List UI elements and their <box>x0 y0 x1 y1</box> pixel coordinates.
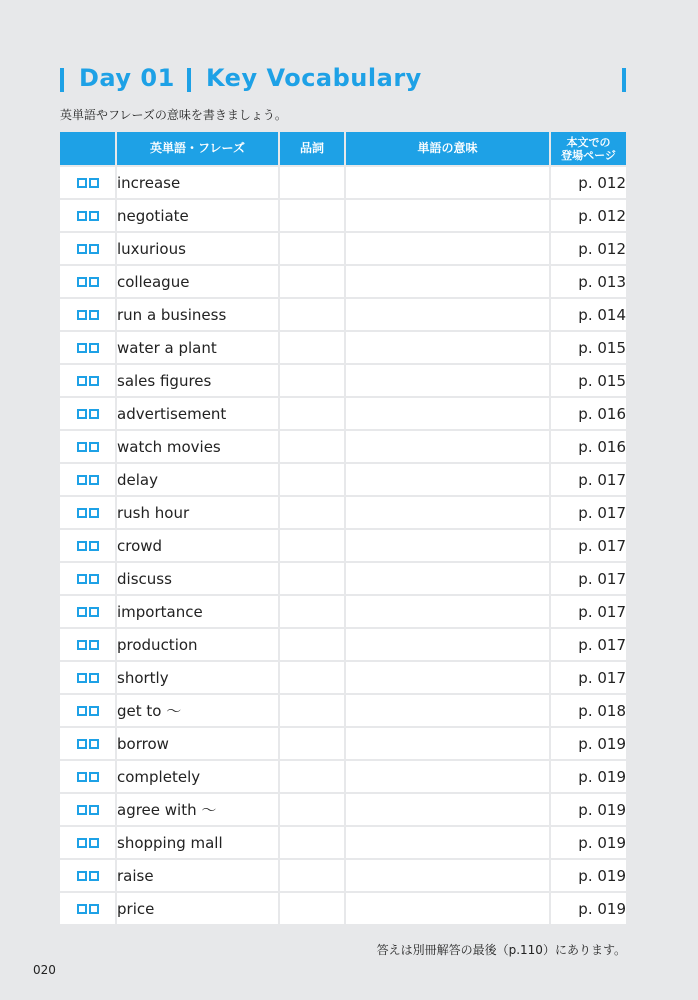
meaning-cell[interactable] <box>345 562 550 595</box>
page-cell: p. 019 <box>550 859 626 892</box>
checkbox[interactable] <box>77 805 87 815</box>
word-cell: run a business <box>116 298 279 331</box>
checkbox[interactable] <box>89 211 99 221</box>
table-row <box>60 793 626 826</box>
heading-bar-left <box>60 68 64 92</box>
checkbox[interactable] <box>77 772 87 782</box>
checkbox[interactable] <box>77 442 87 452</box>
checkbox[interactable] <box>89 376 99 386</box>
word-cell: shortly <box>116 661 279 694</box>
page-cell: p. 016 <box>550 397 626 430</box>
table-header-row <box>60 132 626 166</box>
checkbox[interactable] <box>89 244 99 254</box>
table-row <box>60 463 626 496</box>
pos-cell[interactable] <box>279 529 345 562</box>
pos-cell[interactable] <box>279 331 345 364</box>
table-row <box>60 397 626 430</box>
header-check <box>60 132 116 166</box>
checkbox[interactable] <box>89 871 99 881</box>
checkbox[interactable] <box>77 211 87 221</box>
checkbox[interactable] <box>77 739 87 749</box>
word-cell: agree with 〜 <box>116 793 279 826</box>
checkbox[interactable] <box>77 640 87 650</box>
word-cell: production <box>116 628 279 661</box>
checkbox[interactable] <box>89 739 99 749</box>
pos-cell[interactable] <box>279 199 345 232</box>
page-heading <box>60 66 628 96</box>
header-meaning: 単語の意味 <box>345 132 550 166</box>
checkbox[interactable] <box>77 904 87 914</box>
table-row <box>60 232 626 265</box>
word-cell: watch movies <box>116 430 279 463</box>
pos-cell[interactable] <box>279 265 345 298</box>
page-cell: p. 012 <box>550 199 626 232</box>
checkbox[interactable] <box>77 475 87 485</box>
checkbox[interactable] <box>77 277 87 287</box>
checkbox[interactable] <box>89 178 99 188</box>
word-cell: sales figures <box>116 364 279 397</box>
checkbox[interactable] <box>77 310 87 320</box>
meaning-cell[interactable] <box>345 628 550 661</box>
meaning-cell[interactable] <box>345 760 550 793</box>
page-cell: p. 017 <box>550 661 626 694</box>
checkbox[interactable] <box>77 244 87 254</box>
meaning-cell[interactable] <box>345 364 550 397</box>
meaning-cell[interactable] <box>345 232 550 265</box>
checkbox[interactable] <box>77 607 87 617</box>
page-cell: p. 012 <box>550 166 626 199</box>
checkbox[interactable] <box>89 508 99 518</box>
checkbox-cell <box>60 232 116 265</box>
table-row <box>60 529 626 562</box>
heading-bar-right <box>622 68 626 92</box>
checkbox[interactable] <box>89 805 99 815</box>
checkbox-cell <box>60 892 116 924</box>
answer-note: 答えは別冊解答の最後（p.110）にあります。 <box>376 943 626 957</box>
checkbox-cell <box>60 331 116 364</box>
page-cell: p. 016 <box>550 430 626 463</box>
page-cell: p. 017 <box>550 562 626 595</box>
meaning-cell[interactable] <box>345 331 550 364</box>
table-row <box>60 265 626 298</box>
word-cell: luxurious <box>116 232 279 265</box>
page-cell: p. 019 <box>550 892 626 924</box>
checkbox[interactable] <box>89 475 99 485</box>
table-row <box>60 661 626 694</box>
checkbox-cell <box>60 859 116 892</box>
checkbox-cell <box>60 529 116 562</box>
table-row <box>60 199 626 232</box>
table-row <box>60 298 626 331</box>
checkbox[interactable] <box>89 904 99 914</box>
meaning-cell[interactable] <box>345 826 550 859</box>
checkbox[interactable] <box>77 409 87 419</box>
page-title: Key Vocabulary <box>206 64 422 92</box>
pos-cell[interactable] <box>279 694 345 727</box>
heading-bar-middle <box>187 68 191 92</box>
word-cell: negotiate <box>116 199 279 232</box>
word-cell: completely <box>116 760 279 793</box>
checkbox[interactable] <box>77 574 87 584</box>
table-row <box>60 628 626 661</box>
pos-cell[interactable] <box>279 232 345 265</box>
pos-cell[interactable] <box>279 628 345 661</box>
table-row <box>60 496 626 529</box>
page-cell: p. 012 <box>550 232 626 265</box>
checkbox[interactable] <box>89 772 99 782</box>
meaning-cell[interactable] <box>345 430 550 463</box>
header-page-line1: 本文での <box>566 135 611 149</box>
pos-cell[interactable] <box>279 166 345 199</box>
checkbox-cell <box>60 364 116 397</box>
checkbox-cell <box>60 397 116 430</box>
word-cell: shopping mall <box>116 826 279 859</box>
pos-cell[interactable] <box>279 463 345 496</box>
header-page-line2: 登場ページ <box>561 148 616 162</box>
table-row <box>60 760 626 793</box>
word-cell: water a plant <box>116 331 279 364</box>
page-cell: p. 018 <box>550 694 626 727</box>
page-cell: p. 017 <box>550 628 626 661</box>
checkbox[interactable] <box>77 673 87 683</box>
checkbox[interactable] <box>89 541 99 551</box>
pos-cell[interactable] <box>279 298 345 331</box>
pos-cell[interactable] <box>279 793 345 826</box>
vocabulary-table <box>60 132 626 924</box>
checkbox[interactable] <box>89 673 99 683</box>
pos-cell[interactable] <box>279 562 345 595</box>
checkbox[interactable] <box>77 178 87 188</box>
table-row <box>60 826 626 859</box>
checkbox[interactable] <box>77 706 87 716</box>
checkbox-cell <box>60 265 116 298</box>
meaning-cell[interactable] <box>345 265 550 298</box>
checkbox[interactable] <box>89 409 99 419</box>
header-page <box>550 132 626 166</box>
meaning-cell[interactable] <box>345 727 550 760</box>
page-cell: p. 015 <box>550 364 626 397</box>
page-cell: p. 019 <box>550 727 626 760</box>
meaning-cell[interactable] <box>345 595 550 628</box>
table-row <box>60 166 626 199</box>
word-cell: rush hour <box>116 496 279 529</box>
pos-cell[interactable] <box>279 760 345 793</box>
pos-cell[interactable] <box>279 364 345 397</box>
table-row <box>60 694 626 727</box>
table-row <box>60 859 626 892</box>
table-row <box>60 892 626 924</box>
page-cell: p. 017 <box>550 496 626 529</box>
checkbox[interactable] <box>89 706 99 716</box>
checkbox[interactable] <box>77 871 87 881</box>
pos-cell[interactable] <box>279 496 345 529</box>
instruction-text: 英単語やフレーズの意味を書きましょう。 <box>60 108 287 122</box>
page-cell: p. 014 <box>550 298 626 331</box>
word-cell: borrow <box>116 727 279 760</box>
checkbox-cell <box>60 826 116 859</box>
checkbox-cell <box>60 694 116 727</box>
day-label: Day 01 <box>79 64 175 92</box>
checkbox[interactable] <box>89 277 99 287</box>
pos-cell[interactable] <box>279 826 345 859</box>
meaning-cell[interactable] <box>345 397 550 430</box>
word-cell: crowd <box>116 529 279 562</box>
meaning-cell[interactable] <box>345 166 550 199</box>
meaning-cell[interactable] <box>345 298 550 331</box>
checkbox-cell <box>60 793 116 826</box>
checkbox-cell <box>60 199 116 232</box>
checkbox-cell <box>60 298 116 331</box>
meaning-cell[interactable] <box>345 859 550 892</box>
page-cell: p. 013 <box>550 265 626 298</box>
checkbox[interactable] <box>89 607 99 617</box>
table-row <box>60 331 626 364</box>
page-cell: p. 015 <box>550 331 626 364</box>
page-number: 020 <box>33 963 56 977</box>
pos-cell[interactable] <box>279 727 345 760</box>
pos-cell[interactable] <box>279 661 345 694</box>
checkbox-cell <box>60 562 116 595</box>
page-cell: p. 017 <box>550 595 626 628</box>
checkbox-cell <box>60 463 116 496</box>
checkbox[interactable] <box>89 310 99 320</box>
meaning-cell[interactable] <box>345 892 550 924</box>
word-cell: raise <box>116 859 279 892</box>
word-cell: importance <box>116 595 279 628</box>
header-word: 英単語・フレーズ <box>116 132 279 166</box>
word-cell: price <box>116 892 279 924</box>
page-cell: p. 019 <box>550 760 626 793</box>
checkbox[interactable] <box>77 838 87 848</box>
page-cell: p. 017 <box>550 529 626 562</box>
word-cell: advertisement <box>116 397 279 430</box>
table-row <box>60 727 626 760</box>
meaning-cell[interactable] <box>345 463 550 496</box>
meaning-cell[interactable] <box>345 496 550 529</box>
pos-cell[interactable] <box>279 397 345 430</box>
word-cell: colleague <box>116 265 279 298</box>
page-cell: p. 019 <box>550 826 626 859</box>
pos-cell[interactable] <box>279 595 345 628</box>
checkbox-cell <box>60 727 116 760</box>
table-row <box>60 430 626 463</box>
table-row <box>60 562 626 595</box>
checkbox[interactable] <box>89 343 99 353</box>
checkbox[interactable] <box>77 343 87 353</box>
table-row <box>60 595 626 628</box>
checkbox[interactable] <box>77 508 87 518</box>
meaning-cell[interactable] <box>345 661 550 694</box>
pos-cell[interactable] <box>279 430 345 463</box>
checkbox[interactable] <box>89 838 99 848</box>
word-cell: get to 〜 <box>116 694 279 727</box>
pos-cell[interactable] <box>279 859 345 892</box>
word-cell: discuss <box>116 562 279 595</box>
checkbox[interactable] <box>89 640 99 650</box>
checkbox[interactable] <box>89 574 99 584</box>
header-pos: 品詞 <box>279 132 345 166</box>
meaning-cell[interactable] <box>345 793 550 826</box>
page-cell: p. 017 <box>550 463 626 496</box>
word-cell: delay <box>116 463 279 496</box>
checkbox[interactable] <box>77 376 87 386</box>
meaning-cell[interactable] <box>345 694 550 727</box>
checkbox-cell <box>60 661 116 694</box>
checkbox[interactable] <box>77 541 87 551</box>
checkbox[interactable] <box>89 442 99 452</box>
meaning-cell[interactable] <box>345 199 550 232</box>
table-row <box>60 364 626 397</box>
checkbox-cell <box>60 166 116 199</box>
word-cell: increase <box>116 166 279 199</box>
pos-cell[interactable] <box>279 892 345 924</box>
checkbox-cell <box>60 496 116 529</box>
checkbox-cell <box>60 595 116 628</box>
meaning-cell[interactable] <box>345 529 550 562</box>
checkbox-cell <box>60 760 116 793</box>
checkbox-cell <box>60 430 116 463</box>
checkbox-cell <box>60 628 116 661</box>
page-cell: p. 019 <box>550 793 626 826</box>
